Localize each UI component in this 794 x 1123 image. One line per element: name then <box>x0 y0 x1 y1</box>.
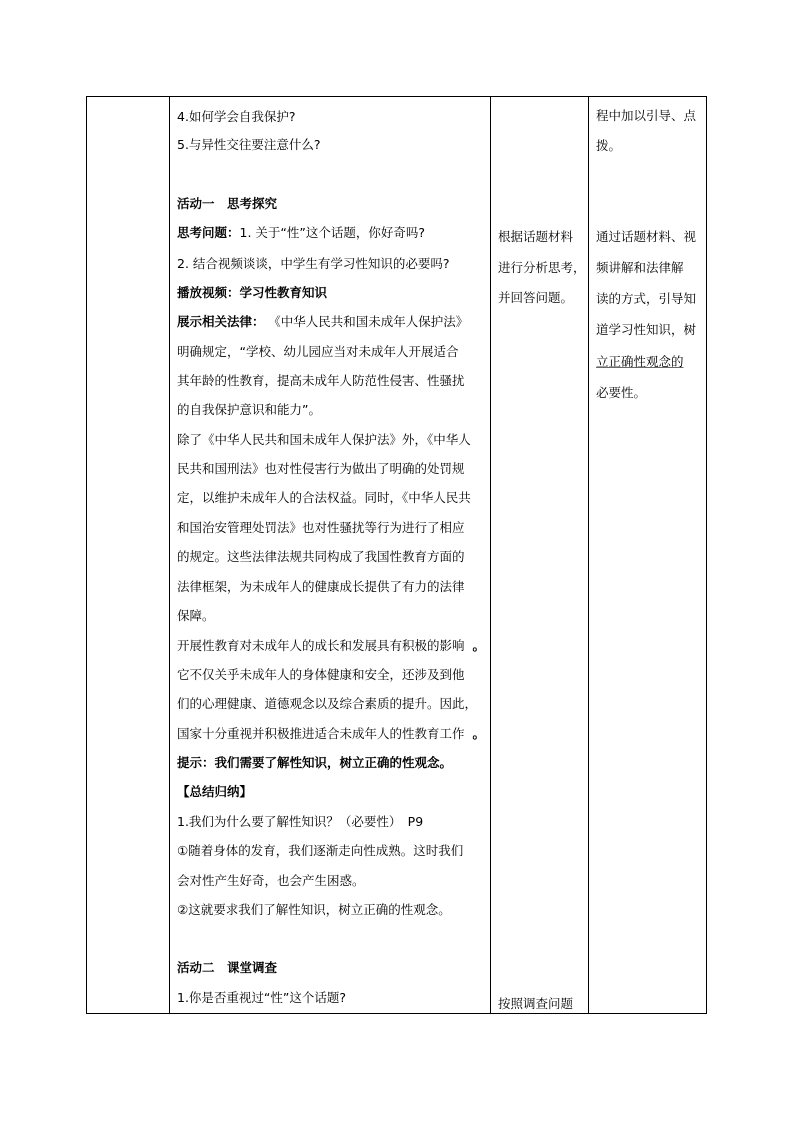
para1-line-3: 定，以维护未成年人的合法权益。同时，《中华人民共 <box>177 490 471 505</box>
law-line-1-text: 《中华人民共和国未成年人保护法》 <box>274 314 469 329</box>
para2-line-3: 们的心理健康、道德观念以及综合素质的提升。因此， <box>177 696 478 711</box>
think-prefix: 思考问题： <box>177 225 240 240</box>
para2-line-1-text: 开展性教育对未成年人的成长和发展具有积极的影响 <box>177 638 465 653</box>
law-line-4: 的自我保护意识和能力”。 <box>177 402 321 417</box>
para1-line-4: 和国治安管理处罚法》也对性骚扰等行为进行了相应 <box>177 520 465 535</box>
para2-line-4 <box>177 725 485 742</box>
question-4: 4.如何学会自我保护? <box>177 109 296 124</box>
intent-line-3: 读的方式，引导知 <box>596 291 697 306</box>
para1-line-6: 法律框架，为未成年人的健康成长提供了有力的法律 <box>177 579 465 594</box>
summary-heading: 【总结归纳】 <box>177 784 253 799</box>
activity2-heading: 活动二 课堂调查 <box>177 960 278 975</box>
lesson-plan-table <box>86 96 707 1014</box>
para1-line-5: 的规定。这些法律法规共同构成了我国性教育方面的 <box>177 549 465 564</box>
intent-top-line-1: 程中加以引导、点 <box>596 108 697 123</box>
para2-line-1 <box>177 637 485 654</box>
law-line-3: 其年龄的性教育，提高未成年人防范性侵害、性骚扰 <box>177 373 465 388</box>
student-line-1: 根据话题材料 <box>498 229 574 244</box>
intent-line-6: 必要性。 <box>596 385 647 400</box>
student-line-3: 并回答问题。 <box>498 290 574 305</box>
summary-answer-1-line-1: ①随着身体的发育，我们逐渐走向性成熟。这时我们 <box>177 843 464 858</box>
para1-line-7: 保障。 <box>177 608 215 623</box>
para1-line-2: 民共和国刑法》也对性侵害行为做出了明确的处罚规 <box>177 461 465 476</box>
stage-column <box>87 97 168 1013</box>
column-divider <box>588 97 589 1013</box>
student-activity-column <box>498 97 586 1013</box>
summary-question: 1.我们为什么要了解性知识？（必要性） P9 <box>177 814 424 829</box>
para2-line-4-text: 国家十分重视并积极推进适合未成年人的性教育工作 <box>177 726 465 741</box>
activity2-question-1: 1.你是否重视过“性”这个话题? <box>177 990 347 1005</box>
activity1-heading: 活动一 思考探究 <box>177 196 278 211</box>
law-line-1 <box>177 313 468 330</box>
intent-line-5: 立正确性观念的 <box>596 354 684 369</box>
para1-line-1: 除了《中华人民共和国未成年人保护法》外，《中华人 <box>177 432 471 447</box>
para2-line-1-end-mark: 。 <box>472 638 486 653</box>
design-intent-column <box>596 97 706 1013</box>
column-divider <box>490 97 491 1013</box>
think-question-2: 2. 结合视频谈谈，中学生有学习性知识的必要吗? <box>177 256 450 271</box>
intent-line-1: 通过话题材料、视 <box>596 229 697 244</box>
question-5: 5.与异性交往要注意什么? <box>177 137 321 152</box>
intent-line-4: 道学习性知识，树 <box>596 322 697 337</box>
intent-top-line-2: 拨。 <box>596 138 622 153</box>
think-question-1 <box>177 224 425 241</box>
summary-answer-2: ②这就要求我们了解性知识，树立正确的性观念。 <box>177 902 451 917</box>
student-activity2-line: 按照调查问题 <box>498 996 574 1011</box>
para2-line-2: 它不仅关乎未成年人的身体健康和安全，还涉及到他 <box>177 667 465 682</box>
video-line: 播放视频：学习性教育知识 <box>177 285 328 300</box>
think-question-1-text: 1. 关于“性”这个话题，你好奇吗? <box>239 225 426 240</box>
teacher-activity-column <box>177 97 487 1013</box>
law-prefix: 展示相关法律： <box>177 314 265 329</box>
law-line-2: 明确规定，“学校、幼儿园应当对未成年人开展适合 <box>177 344 459 359</box>
summary-answer-1-line-2: 会对性产生好奇，也会产生困惑。 <box>177 873 365 888</box>
tip-line: 提示：我们需要了解性知识，树立正确的性观念。 <box>177 755 453 770</box>
para2-line-4-end-mark: 。 <box>472 726 486 741</box>
intent-line-2: 频讲解和法律解 <box>596 260 684 275</box>
student-line-2: 进行分析思考， <box>498 260 586 275</box>
column-divider <box>169 97 170 1013</box>
